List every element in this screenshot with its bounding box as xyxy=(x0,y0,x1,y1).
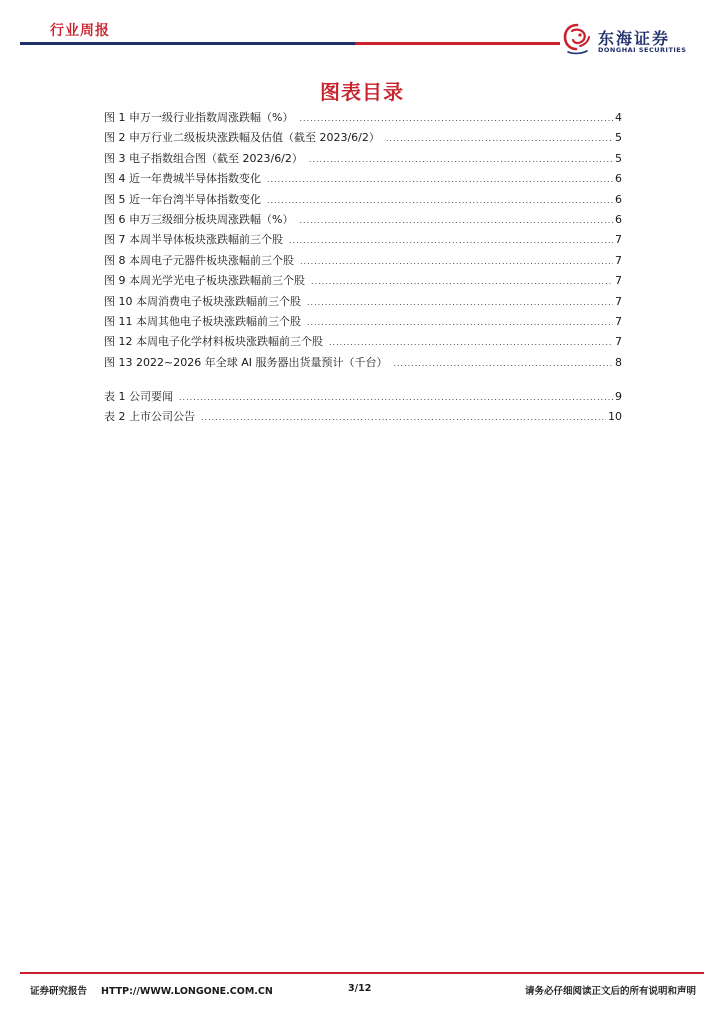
toc-entry-page-number: 6 xyxy=(615,172,622,186)
footer-disclaimer: 请务必仔细阅读正文后的所有说明和声明 xyxy=(524,986,696,997)
toc-entry-page-number: 5 xyxy=(615,151,622,165)
toc-entry-label: 表 2 上市公司公告 xyxy=(104,410,195,424)
toc-entry-label: 图 3 电子指数组合图（截至 2023/6/2） xyxy=(104,151,303,165)
toc-entry-label: 图 12 本周电子化学材料板块涨跌幅前三个股 xyxy=(104,335,323,349)
toc-figure-entry[interactable] xyxy=(104,312,622,332)
toc-figure-entry[interactable] xyxy=(104,251,622,271)
toc-dot-leader xyxy=(309,150,613,170)
toc-entry-label: 图 5 近一年台湾半导体指数变化 xyxy=(104,192,261,206)
toc-figure-entry[interactable] xyxy=(104,108,622,128)
logo-english-name: DONGHAI SECURITIES xyxy=(598,46,687,54)
toc-entry-page-number: 7 xyxy=(615,335,622,349)
toc-entry-label: 图 10 本周消费电子板块涨跌幅前三个股 xyxy=(104,294,301,308)
header-rule-red xyxy=(355,42,560,45)
toc-figures-section xyxy=(104,108,622,373)
footer-report-label: 证券研究报告 xyxy=(30,986,88,997)
company-logo xyxy=(560,22,710,56)
toc-table-entry[interactable] xyxy=(104,407,622,427)
toc-dot-leader xyxy=(307,313,613,333)
toc-entry-label: 图 11 本周其他电子板块涨跌幅前三个股 xyxy=(104,314,301,328)
footer-rule xyxy=(20,972,704,974)
toc-entry-page-number: 7 xyxy=(615,314,622,328)
toc-entry-page-number: 7 xyxy=(615,294,622,308)
toc-dot-leader xyxy=(289,231,613,251)
logo-emblem-icon xyxy=(560,22,594,56)
page-header xyxy=(0,0,724,60)
toc-dot-leader xyxy=(311,272,613,292)
toc-figure-entry[interactable] xyxy=(104,128,622,148)
toc-dot-leader xyxy=(307,293,613,313)
toc-tables-section xyxy=(104,387,622,428)
toc-figure-entry[interactable] xyxy=(104,292,622,312)
toc-dot-leader xyxy=(299,109,613,129)
toc-entry-label: 图 2 申万行业二级板块涨跌幅及估值（截至 2023/6/2） xyxy=(104,131,380,145)
toc-entry-label: 图 8 本周电子元器件板块涨幅前三个股 xyxy=(104,253,294,267)
toc-dot-leader xyxy=(201,408,606,428)
toc-entry-page-number: 7 xyxy=(615,253,622,267)
toc-figure-entry[interactable] xyxy=(104,210,622,230)
toc-entry-page-number: 7 xyxy=(615,274,622,288)
footer-page-number: 3/12 xyxy=(348,983,372,994)
toc-entry-label: 图 7 本周半导体板块涨跌幅前三个股 xyxy=(104,233,283,247)
toc-dot-leader xyxy=(393,354,613,374)
toc-figure-entry[interactable] xyxy=(104,190,622,210)
logo-chinese-name: 东海证券 xyxy=(598,29,671,48)
toc-section-gap xyxy=(104,373,622,387)
toc-entry-label: 图 4 近一年费城半导体指数变化 xyxy=(104,172,261,186)
report-type-label: 行业周报 xyxy=(50,23,110,39)
toc-title: 图表目录 xyxy=(320,80,404,104)
toc-entry-page-number: 7 xyxy=(615,233,622,247)
toc-entry-page-number: 6 xyxy=(615,212,622,226)
toc-entry-label: 图 13 2022~2026 年全球 AI 服务器出货量预计（千台） xyxy=(104,355,388,369)
toc-entry-page-number: 9 xyxy=(615,390,622,404)
toc-dot-leader xyxy=(179,388,613,408)
toc-table-entry[interactable] xyxy=(104,387,622,407)
toc-entry-label: 图 9 本周光学光电子板块涨跌幅前三个股 xyxy=(104,274,305,288)
toc-entry-page-number: 6 xyxy=(615,192,622,206)
toc-dot-leader xyxy=(299,211,613,231)
toc-figure-entry[interactable] xyxy=(104,169,622,189)
toc-dot-leader xyxy=(300,252,613,272)
toc-entry-label: 图 6 申万三级细分板块周涨跌幅（%） xyxy=(104,212,294,226)
toc-entry-label: 图 1 申万一级行业指数周涨跌幅（%） xyxy=(104,111,294,124)
toc-entry-page-number: 8 xyxy=(615,355,622,369)
toc-entry-page-number: 4 xyxy=(615,111,622,124)
toc-figure-entry[interactable] xyxy=(104,271,622,291)
toc-dot-leader xyxy=(329,333,613,353)
toc-figure-entry[interactable] xyxy=(104,353,622,373)
toc-dot-leader xyxy=(386,129,613,149)
toc-figure-entry[interactable] xyxy=(104,230,622,250)
toc-figure-entry[interactable] xyxy=(104,332,622,352)
toc-dot-leader xyxy=(267,170,613,190)
header-rule-navy xyxy=(20,42,355,45)
toc-list xyxy=(104,108,622,428)
toc-entry-page-number: 5 xyxy=(615,131,622,145)
toc-dot-leader xyxy=(267,191,613,211)
footer-website-link[interactable]: HTTP://WWW.LONGONE.COM.CN xyxy=(101,986,273,997)
toc-entry-label: 表 1 公司要闻 xyxy=(104,390,173,404)
toc-entry-page-number: 10 xyxy=(608,410,622,424)
toc-figure-entry[interactable] xyxy=(104,149,622,169)
footer-left xyxy=(30,983,273,997)
